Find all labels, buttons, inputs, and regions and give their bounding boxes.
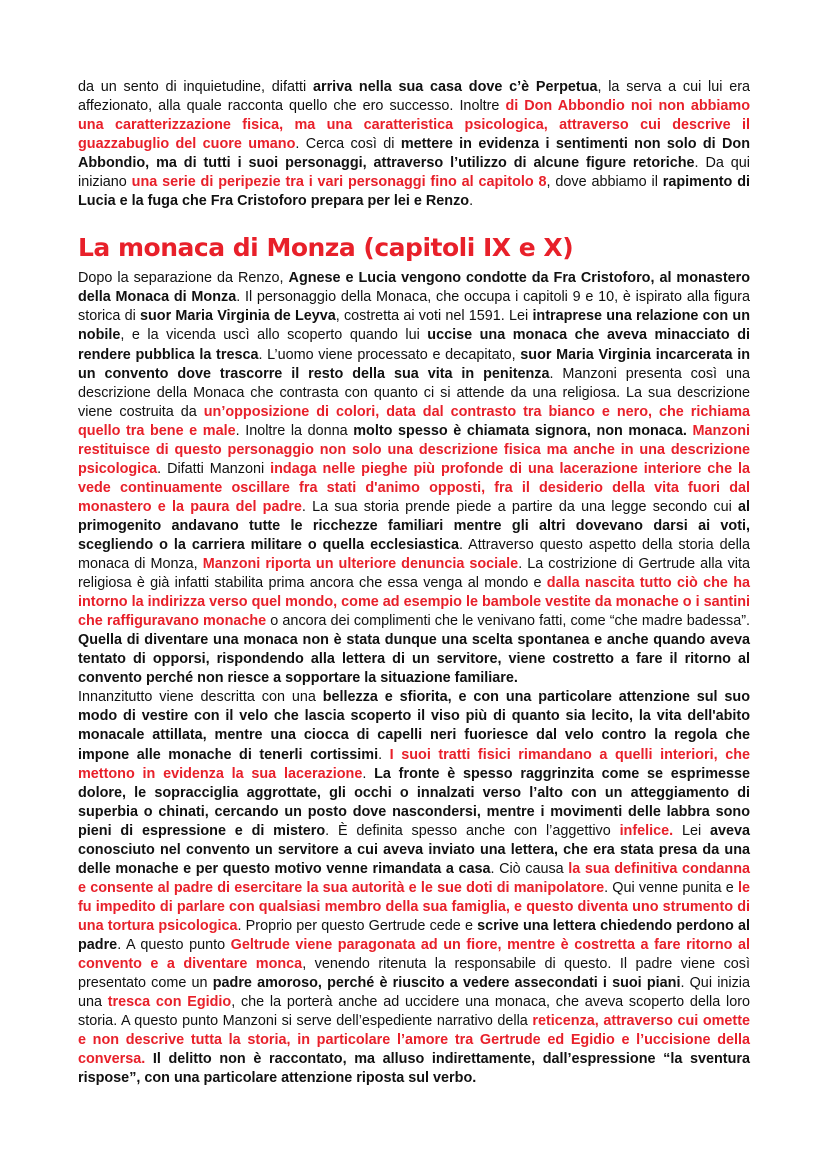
body-text: , la serva a cui lui era affezionato, alla quale racconta quello che ero successo. Inoltre bbox=[78, 79, 750, 115]
body-text: . Manzoni presenta così una descrizione della Monaca che contrasta con quanto ci si attende da una religiosa. La sua descrizione viene costruita da bbox=[78, 365, 750, 420]
bold-text: rapimento di Lucia e la fuga che Fra Cristoforo prepara per lei e Renzo bbox=[78, 174, 750, 210]
body-text: . È definita spesso anche con l’aggettivo bbox=[325, 822, 620, 839]
body-text: . Da qui iniziano bbox=[78, 155, 750, 191]
highlighted-text: infelice. bbox=[619, 822, 674, 839]
section-title: La monaca di Monza (capitoli IX e X) bbox=[78, 233, 574, 263]
highlighted-text: le fu impedito di parlare con qualsiasi membro della sua famiglia, e questo diventa uno strumento di una tortura psicologica bbox=[78, 879, 751, 934]
body-text: , costretta ai voti nel 1591. Lei bbox=[335, 308, 533, 325]
highlighted-text: la sua definitiva condanna e consente al padre di esercitare la sua autorità e le sue doti di manipolatore bbox=[78, 860, 750, 896]
body-text: , che la porterà anche ad uccidere una monaca, che aveva scoperto della loro storia. A questo punto Manzoni si serve dell’espediente narrativo della bbox=[78, 994, 750, 1030]
body-text: . Qui inizia una bbox=[78, 975, 750, 1011]
bold-text: Agnese e Lucia vengono condotte da Fra Cristoforo, al monastero della Monaca di Monza bbox=[78, 270, 751, 306]
highlighted-text: Manzoni restituisce di questo personaggio non solo una descrizione fisica ma anche in una descrizione psicologica bbox=[78, 422, 751, 477]
body-text: . Attraverso questo aspetto della storia della monaca di Monza, bbox=[78, 536, 750, 573]
bold-text: mettere in evidenza i sentimenti non solo di Don Abbondio, ma di tutti i suoi personaggi, attraverso l’utilizzo di alcune figure retoriche bbox=[78, 136, 750, 172]
bold-text: scrive una lettera chiedendo perdono al padre bbox=[78, 917, 750, 953]
highlighted-text: I suoi tratti fisici rimandano a quelli interiori, che mettono in evidenza la sua lacerazione bbox=[78, 746, 751, 782]
bold-text: Quella di diventare una monaca non è stata dunque una scelta spontanea e anche quando aveva tentato di opporsi, rispondendo alla lettera di un servitore, viene costretto a fare il ritorno al convento perché non riesce a sopportare la situazione familiare. bbox=[78, 632, 750, 687]
body-text: . Il personaggio della Monaca, che occupa i capitoli 9 e 10, è ispirato alla figura storica di bbox=[78, 289, 750, 325]
body-text: . Proprio per questo Gertrude cede e bbox=[237, 917, 478, 934]
highlighted-text: dalla nascita tutto ciò che ha intorno la indirizza verso quel mondo, come ad esempio le bambole vestite da monache o i santini che raffiguravano monache bbox=[78, 575, 750, 630]
body-text: . bbox=[378, 746, 390, 763]
highlighted-text: reticenza, attraverso cui omette e non descrive tutta la storia, in particolare l’amore tra Gertrude ed Egidio e l’uccisione della conversa. bbox=[78, 1013, 750, 1068]
body-text: . bbox=[469, 193, 474, 210]
highlighted-text: di Don Abbondio noi non abbiamo una caratterizzazione fisica, ma una caratteristica psicologica, attraverso cui descrive il guazzabuglio del cuore umano bbox=[78, 98, 750, 153]
bold-text: bellezza e sfiorita, e con una particolare attenzione sul suo modo di vestire con il velo che lascia scoperto il viso più di quanto sia lecito, la vita dell'abito monacale attillata, mentre una ciocca di capelli neri fuoriesce dal velo contro la regola che impone alle monache di tenerli cortissimi bbox=[78, 689, 750, 763]
highlighted-text: Geltrude viene paragonata ad un fiore, mentre è costretta a fare ritorno al convento e a diventare monca bbox=[78, 936, 750, 973]
body-text: , venendo ritenuta la responsabile di questo. Il padre viene così presentato come un bbox=[78, 956, 750, 992]
bold-text: uccise una monaca che aveva minacciato di rendere pubblica la tresca bbox=[78, 327, 750, 363]
bold-text: suor Maria Virginia incarcerata in un convento dove trascorre il resto della sua vita in penitenza bbox=[78, 346, 750, 382]
bold-text: aveva conosciuto nel convento un servitore a cui aveva inviato una lettera, che era stata presa da una delle monache e per questo motivo venne rimandata a casa bbox=[78, 822, 750, 877]
body-text bbox=[145, 1051, 153, 1067]
body-text: . La sua storia prende piede a partire da una legge secondo cui bbox=[301, 498, 738, 515]
highlighted-text: tresca con Egidio bbox=[107, 994, 232, 1011]
body-text: . Inoltre la donna bbox=[235, 422, 354, 439]
monaca-paragraph-2 bbox=[78, 688, 750, 1088]
body-text: . Difatti Manzoni bbox=[157, 460, 271, 477]
body-text: . bbox=[362, 765, 375, 782]
bold-text: intraprese una relazione con un nobile bbox=[78, 308, 750, 344]
bold-text: La fronte è spesso raggrinzita come se esprimesse dolore, le sopracciglia aggrottate, gli occhi o innalzati verso l’alto con un atteggiamento di superbia o chinati, cercando un posto dove nascondersi, mentre i movimenti delle labbra sono pieni di espressione e di mistero bbox=[78, 765, 751, 839]
body-text: Dopo la separazione da Renzo, bbox=[78, 270, 289, 287]
bold-text: padre amoroso, perché è riuscito a vedere assecondati i suoi piani bbox=[212, 975, 681, 992]
body-text: . La costrizione di Gertrude alla vita religiosa è già infatti stabilita prima ancora che essa venga al mondo e bbox=[78, 556, 750, 592]
monaca-paragraph-1 bbox=[78, 269, 750, 688]
body-text: da un sento di inquietudine, difatti bbox=[78, 79, 313, 95]
body-text: . A questo punto bbox=[117, 936, 231, 953]
body-text: . Cerca così di bbox=[295, 136, 401, 153]
bold-text: al primogenito andavano tutte le ricchezze familiari mentre gli altri dovevano darsi ai voti, scegliendo o la carriera militare o quella ecclesiastica bbox=[78, 498, 751, 553]
intro-paragraph bbox=[78, 78, 750, 211]
body-text: Lei bbox=[673, 822, 710, 839]
highlighted-text: indaga nelle pieghe più profonde di una lacerazione interiore che la vede continuamente oscillare fra stati d'animo opposti, fra il desiderio della vita fuori dal monastero e la paura del padre bbox=[78, 460, 751, 515]
body-text: Innanzitutto viene descritta con una bbox=[78, 689, 323, 706]
body-text: . Qui venne punita e bbox=[604, 879, 738, 896]
bold-text: molto spesso è chiamata signora, non monaca. bbox=[353, 422, 687, 439]
body-text: , dove abbiamo il bbox=[546, 174, 663, 191]
body-text: . L’uomo viene processato e decapitato, bbox=[258, 346, 521, 363]
highlighted-text: Manzoni riporta un ulteriore denuncia sociale bbox=[202, 556, 519, 573]
body-text: , e la vicenda uscì allo scoperto quando lui bbox=[120, 327, 428, 344]
body-text: . Ciò causa bbox=[490, 860, 569, 877]
highlighted-text: un’opposizione di colori, data dal contrasto tra bianco e nero, che richiama quello tra bene e male bbox=[78, 403, 750, 439]
highlighted-text: una serie di peripezie tra i vari personaggi fino al capitolo 8 bbox=[131, 174, 547, 191]
body-text: o ancora dei complimenti che le venivano fatti, come “che madre badessa”. bbox=[266, 613, 750, 630]
bold-text: Il delitto non è raccontato, ma alluso indirettamente, dall’espressione “la sventura rispose”, con una particolare attenzione riposta sul verbo. bbox=[78, 1051, 750, 1087]
bold-text: arriva nella sua casa dove c’è Perpetua bbox=[312, 79, 598, 95]
bold-text: suor Maria Virginia de Leyva bbox=[140, 308, 336, 325]
